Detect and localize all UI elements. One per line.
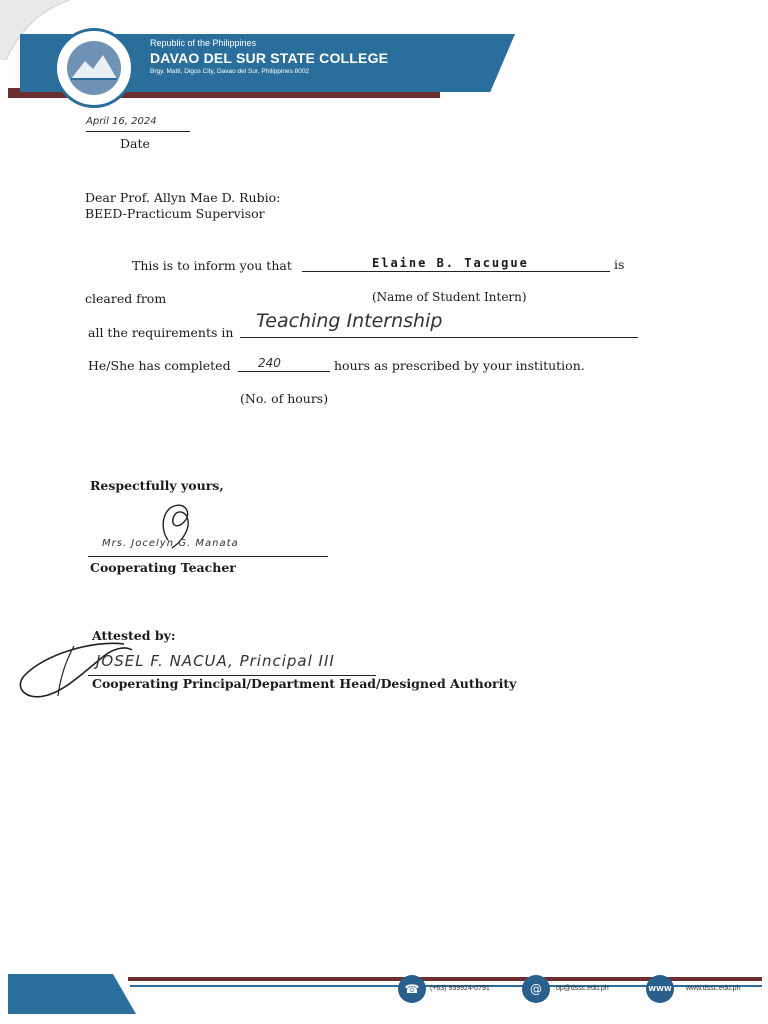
teacher-title: Cooperating Teacher	[90, 560, 236, 575]
student-name-caption: (Name of Student Intern)	[372, 290, 527, 304]
requirements-value: Teaching Internship	[256, 310, 443, 332]
recipient-title: BEED-Practicum Supervisor	[85, 206, 265, 221]
hours-line	[238, 371, 330, 372]
completed-suffix: hours as prescribed by your institution.	[334, 358, 585, 373]
date-line	[86, 131, 190, 132]
student-name-line	[302, 271, 610, 272]
footer-phone: (+63) 939924-0791	[430, 985, 490, 992]
header-college-name: DAVAO DEL SUR STATE COLLEGE	[150, 50, 389, 66]
student-name: Elaine B. Tacugue	[372, 256, 529, 270]
requirements-line	[240, 337, 638, 338]
header-text	[150, 38, 388, 77]
header-address: Brgy. Matti, Digos City, Davao del Sur, Philippines 8002	[150, 68, 310, 75]
cleared-from: cleared from	[85, 291, 167, 306]
header-republic: Republic of the Philippines	[150, 38, 257, 48]
teacher-signature-line	[88, 556, 328, 557]
inform-suffix: is	[614, 257, 625, 272]
footer-blue-band	[8, 974, 136, 1014]
footer-email: op@dssc.edu.ph	[556, 985, 609, 992]
footer-website: www.dssc.edu.ph	[686, 985, 741, 992]
attested-label: Attested by:	[92, 628, 176, 643]
principal-name: JOSEL F. NACUA, Principal III	[96, 652, 335, 670]
hours-caption: (No. of hours)	[240, 391, 329, 406]
date-value: April 16, 2024	[86, 116, 157, 127]
hours-value: 240	[258, 356, 281, 370]
salutation: Dear Prof. Allyn Mae D. Rubio:	[85, 190, 281, 205]
at-icon: @	[522, 975, 550, 1003]
teacher-name: Mrs. Jocelyn G. Manata	[102, 538, 239, 549]
date-label: Date	[120, 136, 150, 151]
principal-title: Cooperating Principal/Department Head/Designed Authority	[92, 676, 517, 691]
requirements-prefix: all the requirements in	[88, 325, 234, 340]
phone-icon: ☎	[398, 975, 426, 1003]
closing: Respectfully yours,	[90, 478, 224, 493]
principal-signature-mark	[14, 636, 134, 704]
completed-prefix: He/She has completed	[88, 358, 231, 373]
college-seal	[54, 28, 134, 108]
globe-icon: WWW	[646, 975, 674, 1003]
inform-prefix: This is to inform you that	[132, 258, 292, 273]
